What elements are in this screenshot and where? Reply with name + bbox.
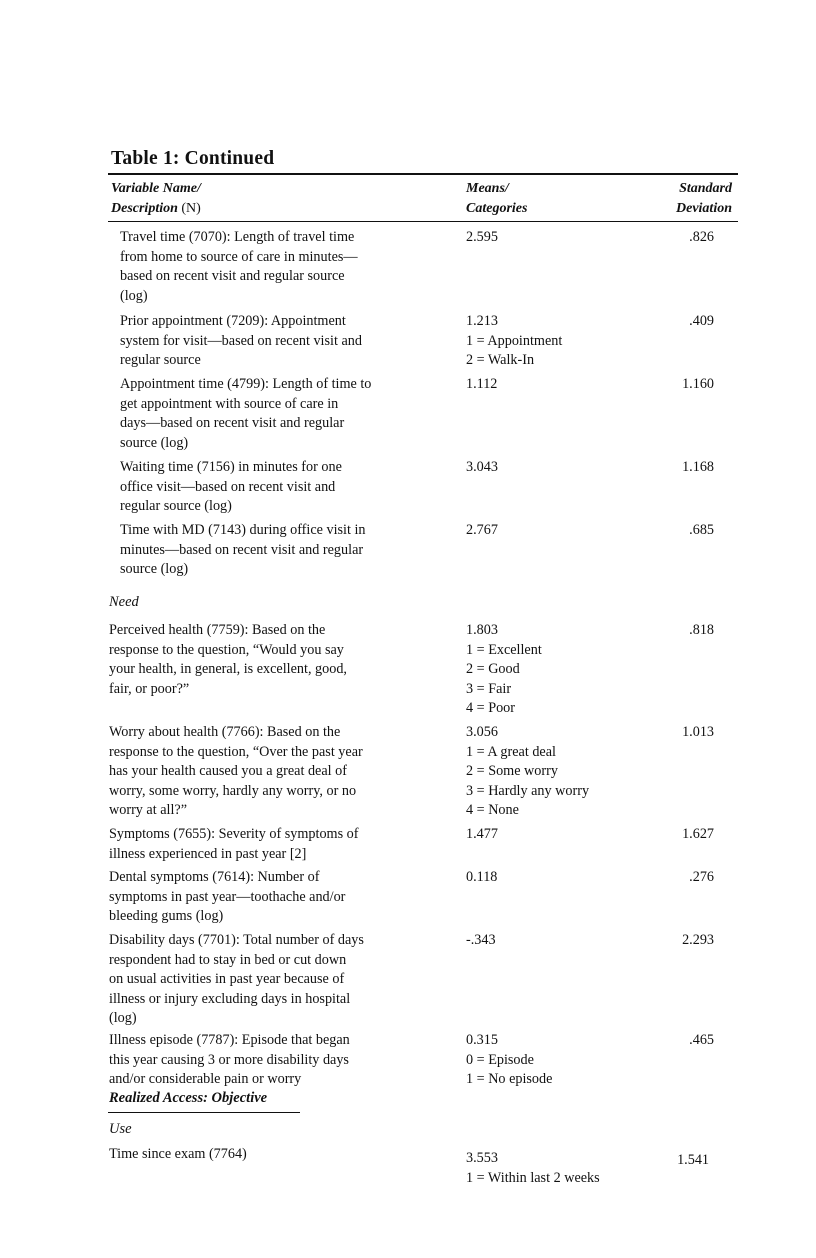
- row-description: Symptoms (7655): Severity of symptoms of illness experienced in past year [2]: [109, 826, 359, 862]
- header-sd-line2: Deviation: [676, 201, 732, 216]
- row-means: 2.767: [466, 522, 498, 538]
- row-sd: .276: [689, 869, 714, 885]
- row-means: 0.118: [466, 869, 498, 885]
- header-variable-line1: Variable Name/: [111, 181, 201, 196]
- row-sd: 1.627: [682, 826, 714, 842]
- row-description: Appointment time (4799): Length of time to get appointment with source of care in days—based on recent visit and regular source (log): [120, 376, 372, 451]
- row-sd: .818: [689, 622, 714, 638]
- row-means: 3.043: [466, 459, 498, 475]
- header-description: Description: [111, 201, 178, 216]
- section-use: Use: [109, 1121, 132, 1137]
- top-rule: [108, 173, 738, 175]
- row-sd: 1.160: [682, 376, 714, 392]
- row-means: 2.595: [466, 229, 498, 245]
- header-sd-line1: Standard: [679, 181, 732, 196]
- row-description: Time since exam (7764): [109, 1146, 247, 1162]
- row-sd: 2.293: [682, 932, 714, 948]
- header-variable: [111, 179, 201, 219]
- row-description: Waiting time (7156) in minutes for one office visit—based on recent visit and regular source (log): [120, 459, 342, 515]
- row-sd: 1.013: [682, 724, 714, 740]
- section-underline: [108, 1112, 300, 1113]
- header-means-line2: Categories: [466, 201, 528, 216]
- header-means-line1: Means/: [466, 181, 509, 196]
- header-means: [466, 179, 527, 219]
- row-description: Disability days (7701): Total number of days respondent had to stay in bed or cut down on usual activities in past year because of illness or injury excluding days in hospital (log): [109, 932, 364, 1027]
- row-sd: 1.168: [682, 459, 714, 475]
- row-means: 1.112: [466, 376, 498, 392]
- row-description: Illness episode (7787): Episode that began this year causing 3 or more disability days and/or considerable pain or worry: [109, 1032, 350, 1088]
- row-means: 3.056 1 = A great deal 2 = Some worry 3 = Hardly any worry 4 = None: [466, 724, 590, 819]
- row-description: Dental symptoms (7614): Number of symptoms in past year—toothache and/or bleeding gums (log): [109, 869, 346, 925]
- header-rule: [108, 221, 738, 222]
- row-sd: .409: [689, 313, 714, 329]
- section-realized-access: Realized Access: Objective: [109, 1090, 268, 1106]
- header-variable-line2: [111, 199, 201, 219]
- row-means: 0.315 0 = Episode 1 = No episode: [466, 1032, 553, 1088]
- header-sd: [676, 179, 732, 219]
- row-description: Travel time (7070): Length of travel time from home to source of care in minutes— based on recent visit and regular source (log): [120, 229, 358, 304]
- row-sd: 1.541: [677, 1152, 709, 1168]
- section-need: Need: [109, 594, 139, 610]
- row-description: Perceived health (7759): Based on the response to the question, “Would you say your health, in general, is excellent, good, fair, or poor?”: [109, 622, 347, 697]
- header-n: (N): [181, 201, 201, 216]
- row-means: 1.477: [466, 826, 498, 842]
- row-means: 1.213 1 = Appointment 2 = Walk-In: [466, 313, 563, 369]
- row-means: 1.803 1 = Excellent 2 = Good 3 = Fair 4 = Poor: [466, 622, 542, 717]
- row-means: 3.553 1 = Within last 2 weeks: [466, 1150, 600, 1186]
- row-description: Prior appointment (7209): Appointment system for visit—based on recent visit and regular source: [120, 313, 362, 369]
- row-description: Worry about health (7766): Based on the response to the question, “Over the past year has your health caused you a great deal of worry, some worry, hardly any worry, or no worry at all?”: [109, 724, 363, 819]
- row-sd: .685: [689, 522, 714, 538]
- row-sd: .465: [689, 1032, 714, 1048]
- row-sd: .826: [689, 229, 714, 245]
- row-description: Time with MD (7143) during office visit in minutes—based on recent visit and regular source (log): [120, 522, 366, 578]
- table-title: Table 1: Continued: [111, 148, 275, 169]
- row-means: -.343: [466, 932, 496, 948]
